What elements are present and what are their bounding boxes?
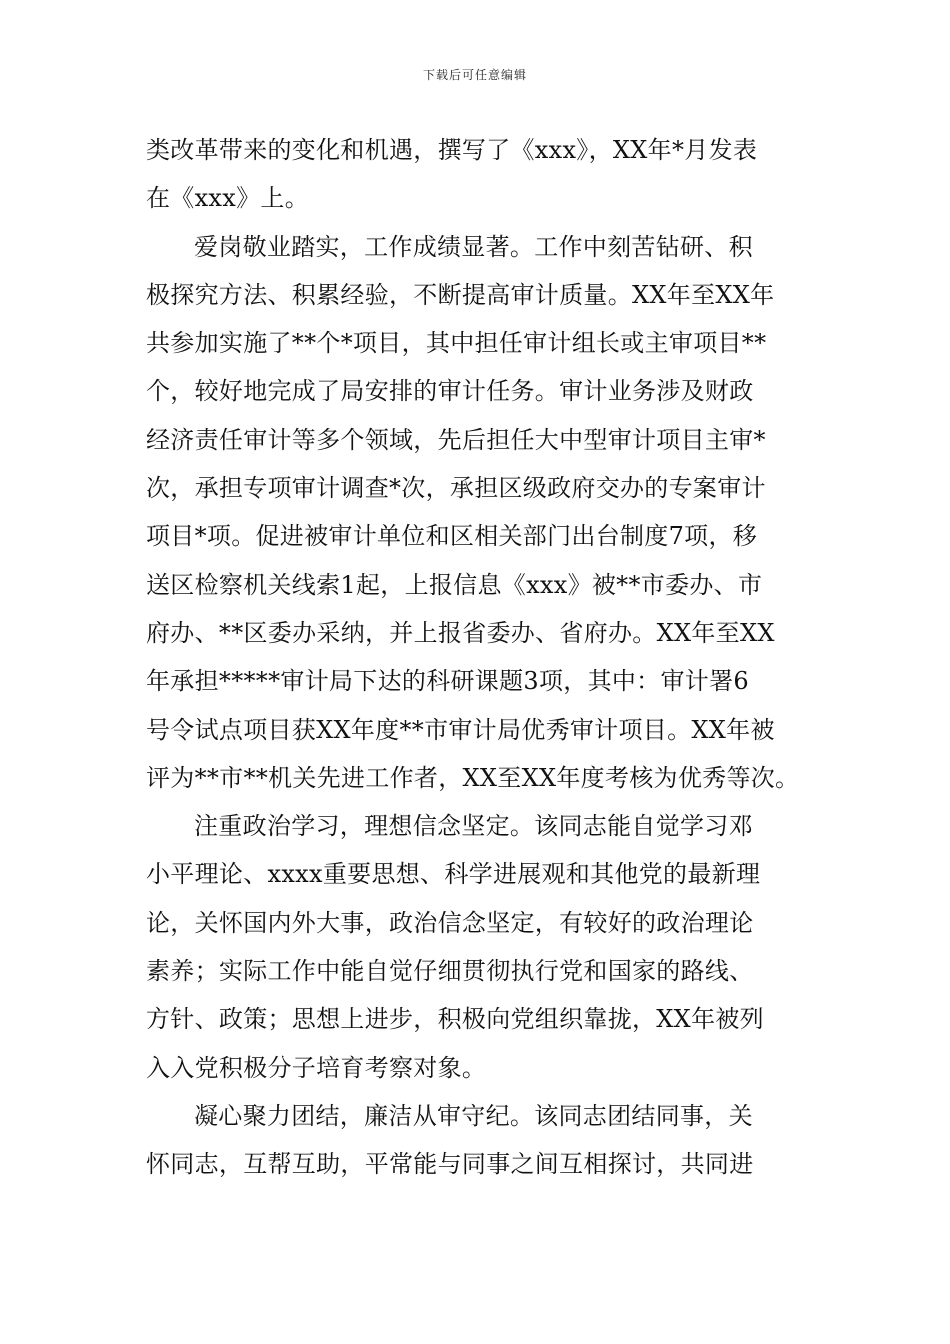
text-line: 方针、政策；思想上进步，积极向党组织靠拢，XX年被列 xyxy=(146,1005,764,1034)
text-line: 号令试点项目获XX年度**市审计局优秀审计项目。XX年被 xyxy=(146,715,775,744)
text-line: 经济责任审计等多个领域，先后担任大中型审计项目主审* xyxy=(146,425,766,454)
text-line: 次，承担专项审计调查*次，承担区级政府交办的专案审计 xyxy=(146,474,766,503)
document-body xyxy=(146,126,811,1189)
text-line: 在《xxx》上。 xyxy=(146,184,310,213)
text-line: 共参加实施了**个*项目，其中担任审计组长或主审项目** xyxy=(146,329,767,358)
text-line: 怀同志，互帮互助，平常能与同事之间互相探讨，共同进 xyxy=(146,1150,754,1179)
text-line: 项目*项。促进被审计单位和区相关部门出台制度7项，移 xyxy=(146,522,758,551)
text-line: 小平理论、xxxx重要思想、科学进展观和其他党的最新理 xyxy=(146,860,761,889)
text-line: 年承担*****审计局下达的科研课题3项，其中：审计署6 xyxy=(146,667,749,696)
paragraph-start-line: 凝心聚力团结，廉洁从审守纪。该同志团结同事，关 xyxy=(194,1101,753,1130)
text-line: 类改革带来的变化和机遇，撰写了《xxx》，XX年*月发表 xyxy=(146,136,758,164)
text-line: 素养；实际工作中能自觉仔细贯彻执行党和国家的路线、 xyxy=(146,957,754,986)
text-line: 极探究方法、积累经验，不断提高审计质量。XX年至XX年 xyxy=(146,280,775,309)
paragraph-start-line: 注重政治学习，理想信念坚定。该同志能自觉学习邓 xyxy=(194,812,753,841)
text-line: 个，较好地完成了局安排的审计任务。审计业务涉及财政 xyxy=(146,377,754,406)
text-line: 评为**市**机关先进工作者，XX至XX年度考核为优秀等次。 xyxy=(146,763,800,792)
text-line: 送区检察机关线索1起，上报信息《xxx》被**市委办、市 xyxy=(146,570,763,599)
text-line: 府办、**区委办采纳，并上报省委办、省府办。XX年至XX xyxy=(146,618,775,647)
page-header: 下载后可任意编辑 xyxy=(422,68,527,82)
paragraph-start-line: 爱岗敬业踏实，工作成绩显著。工作中刻苦钻研、积 xyxy=(194,232,753,261)
text-line: 论，关怀国内外大事，政治信念坚定，有较好的政治理论 xyxy=(146,908,754,937)
text-line: 入入党积极分子培育考察对象。 xyxy=(146,1053,487,1082)
